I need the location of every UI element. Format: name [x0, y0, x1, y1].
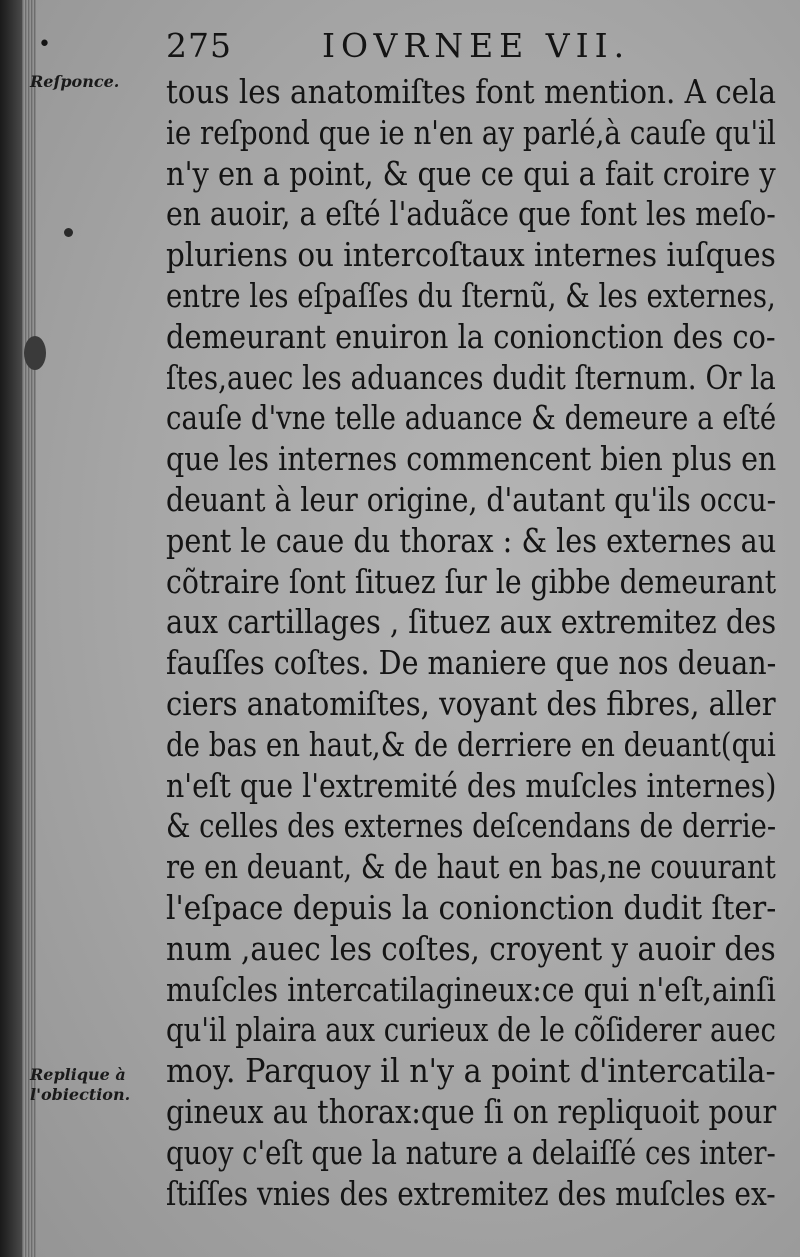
page-header — [0, 26, 800, 70]
text-line: & celles des externes deſcendans de derrie- — [166, 806, 777, 846]
text-line: quoy c'eſt que la nature a delaiſſé ces inter- — [166, 1132, 776, 1172]
ink-spot — [64, 228, 73, 237]
margin-note-responce: Reſponce. — [30, 72, 120, 91]
text-line: muſcles intercatilagineux:ce qui n'eſt,ainſi — [166, 969, 776, 1009]
text-line: demeurant enuiron la conionction des co- — [166, 316, 776, 356]
text-line: qu'il plaira aux curieux de le cõſiderer auec — [166, 1010, 776, 1050]
text-line: n'eſt que l'extremité des muſcles internes) — [166, 765, 777, 805]
book-binding-shadow — [0, 0, 22, 1257]
text-line: aux cartillages , ſituez aux extremitez des — [166, 602, 777, 642]
text-line: num ,auec les coſtes, croyent y auoir des — [166, 928, 776, 968]
body-text — [166, 72, 776, 1214]
text-line: que les internes commencent bien plus en — [166, 439, 777, 479]
header-mark: • — [38, 32, 51, 57]
text-line: cauſe d'vne telle aduance & demeure a eſté — [166, 398, 777, 438]
text-line: en auoir, a eſté l'aduãce que font les meſo- — [166, 194, 776, 234]
text-line: ciers anatomiſtes, voyant des fibres, aller — [166, 683, 776, 723]
ink-blot — [24, 336, 46, 370]
text-line: deuant à leur origine, d'autant qu'ils occu- — [166, 479, 777, 519]
text-line: fauſſes coſtes. De maniere que nos deuan- — [166, 643, 777, 683]
text-line: ſtes,auec les aduances dudit ſternum. Or la — [166, 357, 776, 397]
text-line: entre les eſpaſſes du ſternũ, & les externes, — [166, 275, 776, 315]
text-line: ſtiſſes vnies des extremitez des muſcles ex- — [166, 1173, 776, 1213]
text-line: re en deuant, & de haut en bas,ne couurant — [166, 847, 776, 887]
text-line: cõtraire ſont ſituez ſur le gibbe demeurant — [166, 561, 777, 601]
margin-note-replique — [30, 1065, 140, 1105]
text-line: gineux au thorax:que ſi on repliquoit pour — [166, 1091, 777, 1131]
text-line: l'eſpace depuis la conionction dudit ſter- — [166, 887, 777, 927]
text-line: tous les anatomiſtes font mention. A cela — [166, 72, 776, 111]
text-line: n'y en a point, & que ce qui a fait croire y — [166, 153, 776, 193]
running-title: IOVRNEE VII. — [322, 26, 631, 65]
text-line: pent le caue du thorax : & les externes au — [166, 520, 777, 560]
text-line: de bas en haut,& de derriere en deuant(qui — [166, 724, 776, 764]
text-line: ie reſpond que ie n'en ay parlé,à cauſe qu'il — [166, 112, 776, 152]
text-line: moy. Parquoy il n'y a point d'intercatila- — [166, 1051, 776, 1091]
margin-note-replique-text: Replique à l'obiection. — [30, 1065, 131, 1104]
page-number: 275 — [166, 26, 232, 65]
text-line: pluriens ou intercoſtaux internes iuſques — [166, 235, 776, 275]
